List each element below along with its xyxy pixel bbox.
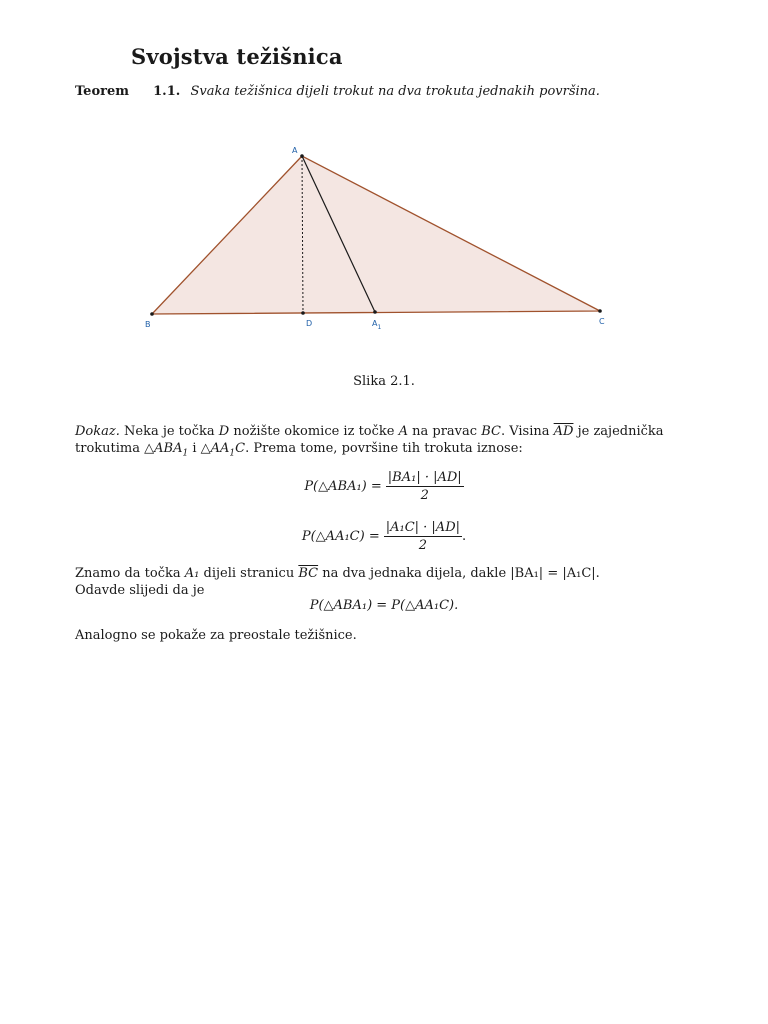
eq2-denominator: 2 (418, 538, 427, 553)
label-C: C (599, 317, 605, 326)
p1-BC: BC (481, 424, 501, 439)
equation-1 (0, 470, 768, 503)
p2-text-b: dijeli stranicu (203, 566, 295, 581)
theorem-text: Svaka težišnica dijeli trokut na dva trokuta jednakih površina. (190, 84, 600, 99)
triangle-figure (0, 140, 768, 340)
p1-tri2-sub: 1 (229, 448, 236, 459)
p1-tri2-base: △AA (200, 441, 230, 456)
p2-BC: $\overline{BC}$ (298, 566, 319, 581)
triangle-fill (152, 156, 600, 314)
equation-3 (0, 598, 768, 613)
proof-paragraph-2 (75, 565, 665, 599)
figure-caption: Slika 2.1. (353, 374, 415, 389)
p1-text-b: nožište okomice iz točke (233, 424, 395, 439)
p2-text-d: Odavde slijedi da je (75, 583, 205, 598)
p2-text-c: na dva jednaka dijela, dakle |BA₁| = |A₁C|. (322, 566, 600, 581)
p1-text-g: . Prema tome, površine tih trokuta iznose: (245, 441, 523, 456)
point-C (598, 309, 602, 313)
label-A1 (372, 319, 381, 331)
proof-lead: Dokaz. (75, 424, 120, 439)
eq1-denominator: 2 (420, 488, 429, 503)
theorem-statement (75, 84, 600, 99)
theorem-number: 1.1. (153, 84, 181, 99)
point-A1 (373, 310, 377, 314)
p1-tri2 (200, 441, 246, 459)
p1-text-f: i (192, 441, 197, 456)
eq2-lhs: P(△AA₁C) = (301, 529, 380, 544)
label-A1-base: A (372, 319, 378, 328)
p1-text-a: Neka je točka (124, 424, 215, 439)
theorem-label: Teorem (75, 84, 129, 99)
p2-A1: A₁ (184, 566, 200, 581)
p2-text-a: Znamo da točka (75, 566, 181, 581)
p1-tri1-sub: 1 (182, 448, 189, 459)
p1-tri1-base: △ABA (144, 441, 183, 456)
p1-A: A (398, 424, 408, 439)
label-A: A (292, 146, 298, 155)
point-D (301, 311, 305, 315)
eq1-numerator: |BA₁| · |AD| (387, 470, 462, 485)
p1-AD: $\overline{AD}$ (553, 424, 574, 439)
p1-tri1 (144, 441, 189, 459)
p1-tri2-end: C (235, 441, 246, 456)
eq2-numerator: |A₁C| · |AD| (385, 520, 460, 535)
eq1-fraction (386, 470, 464, 503)
point-B (150, 312, 154, 316)
eq1-lhs: P(△ABA₁) = (304, 479, 382, 494)
label-D: D (306, 319, 313, 328)
p1-D: D (218, 424, 230, 439)
equation-2 (0, 520, 768, 553)
closing-sentence: Analogno se pokaže za preostale težišnice. (75, 628, 357, 643)
p1-text-e: je zajednička trokutima (75, 424, 664, 456)
section-title: Svojstva težišnica (131, 44, 343, 69)
point-A (300, 154, 304, 158)
eq2-tail: . (462, 529, 467, 544)
proof-paragraph-1 (75, 423, 665, 463)
label-B: B (145, 320, 151, 329)
p1-text-c: na pravac (412, 424, 478, 439)
eq2-fraction (384, 520, 462, 553)
label-A1-sub: 1 (377, 324, 382, 331)
p1-text-d: . Visina (500, 424, 550, 439)
eq3-text: P(△ABA₁) = P(△AA₁C). (309, 598, 459, 613)
